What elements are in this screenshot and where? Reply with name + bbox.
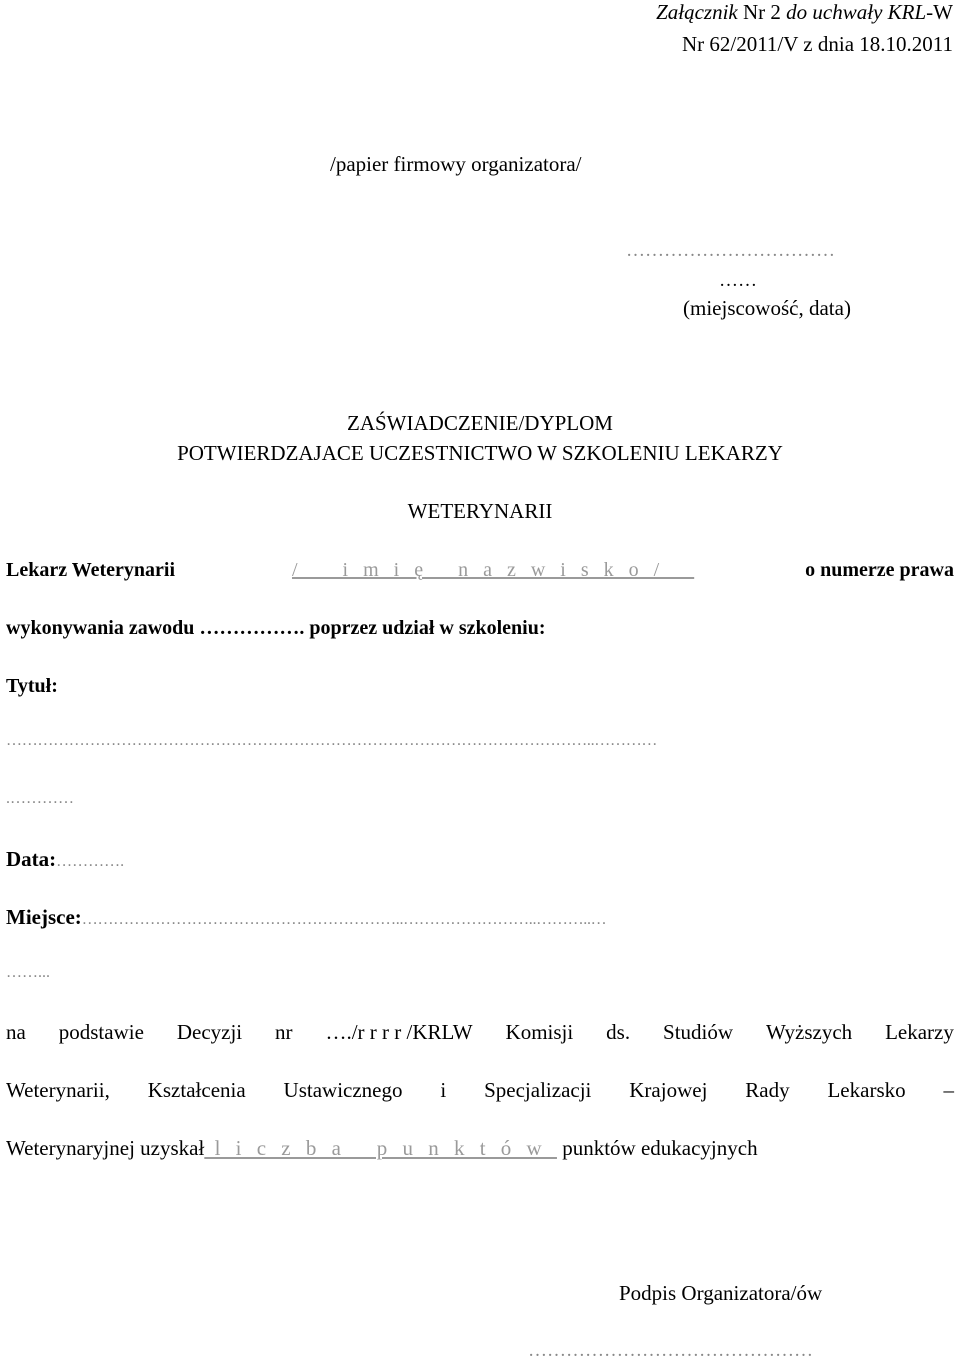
place-line xyxy=(6,905,606,930)
place-dots-1: ……………………………………………………..……………………..………..… xyxy=(81,911,607,928)
signature-dots: ……………………………………… xyxy=(528,1340,813,1361)
decision-word: Lekarsko xyxy=(827,1078,906,1102)
decision-word: Kształcenia xyxy=(147,1078,246,1102)
decision-word: Ustawicznego xyxy=(283,1078,403,1102)
decision-line3-prefix: Weterynaryjnej uzyskał xyxy=(6,1136,205,1160)
decision-word: nr xyxy=(275,1020,293,1044)
resolution-line: Nr 62/2011/V z dnia 18.10.2011 xyxy=(681,32,953,56)
decision-line3-suffix: punktów edukacyjnych xyxy=(556,1136,758,1160)
decision-word: Weterynarii, xyxy=(6,1078,110,1102)
decision-word: i xyxy=(440,1078,447,1102)
attachment-italic-2: do uchwały KRL xyxy=(786,0,927,24)
attachment-italic-1: Załącznik xyxy=(656,0,738,24)
title-dots-1: …………………………………………………………………………………………………..………… xyxy=(6,732,658,749)
decision-word: Lekarzy xyxy=(885,1020,954,1044)
profession-line xyxy=(6,616,546,640)
decision-word: podstawie xyxy=(58,1020,144,1044)
signature-label: Podpis Organizatora/ów xyxy=(619,1281,823,1305)
attachment-plain-2: -W xyxy=(926,0,953,24)
decision-word: Decyzji xyxy=(176,1020,243,1044)
title-label: Tytuł: xyxy=(6,675,58,697)
vet-name-line xyxy=(6,558,954,582)
attachment-header xyxy=(656,0,953,25)
decision-word: …./r r r r /KRLW xyxy=(325,1020,473,1044)
decision-line-3 xyxy=(6,1136,758,1161)
date-line xyxy=(6,847,124,872)
decision-word: Wyższych xyxy=(765,1020,853,1044)
vet-prefix: Lekarz Weterynarii xyxy=(6,559,176,581)
decision-line-1 xyxy=(6,1020,954,1045)
document-title-line3: WETERYNARII xyxy=(407,499,553,523)
letterhead-note: /papier firmowy organizatora/ xyxy=(330,152,582,176)
place-date-dots-2: …… xyxy=(719,270,757,291)
date-label: Data: xyxy=(6,847,57,871)
attachment-plain-1: Nr 2 xyxy=(737,0,787,24)
decision-word: na xyxy=(6,1020,26,1044)
decision-word: ds. xyxy=(606,1020,631,1044)
profession-dots: ……………. xyxy=(199,617,305,639)
place-label: Miejsce: xyxy=(6,905,82,929)
decision-word: Studiów xyxy=(663,1020,734,1044)
profession-prefix: wykonywania zawodu xyxy=(6,617,200,639)
document-title-line2: POTWIERDZAJACE UCZESTNICTWO W SZKOLENIU LEKARZY xyxy=(177,441,783,465)
license-suffix: o numerze prawa xyxy=(805,559,954,581)
date-dots: …………. xyxy=(56,853,125,870)
place-dots-2: ……... xyxy=(6,964,50,981)
decision-line-2 xyxy=(6,1078,954,1103)
decision-word: Rady xyxy=(745,1078,790,1102)
place-date-label: (miejscowość, data) xyxy=(683,296,851,320)
decision-word: Krajowej xyxy=(629,1078,708,1102)
name-placeholder: / i m i ę n a z w i s k o / xyxy=(291,559,695,581)
decision-word: Specjalizacji xyxy=(484,1078,592,1102)
decision-word: Komisji xyxy=(505,1020,574,1044)
decision-word: – xyxy=(943,1078,954,1102)
points-placeholder: l i c z b a p u n k t ó w xyxy=(204,1136,557,1160)
place-date-dots-1: …………………………… xyxy=(626,240,835,261)
profession-suffix: poprzez udział w szkoleniu: xyxy=(304,617,546,639)
document-title-line1: ZAŚWIADCZENIE/DYPLOM xyxy=(347,411,613,435)
title-dots-2: .………… xyxy=(6,790,74,807)
